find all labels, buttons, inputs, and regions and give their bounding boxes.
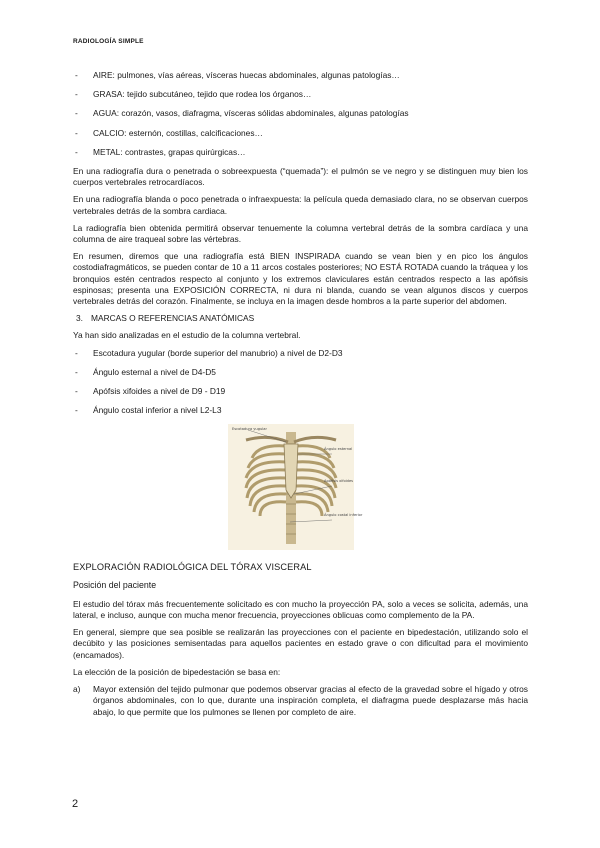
subsection-title: Posición del paciente <box>73 579 157 590</box>
figure-label: Escotadura yugular <box>232 427 267 432</box>
paragraph: La radiografía bien obtenida permitirá observar tenuemente la columna vertebral detrás de la sombra cardíaca y una columna de aire traqueal sobre las vértebras. <box>73 222 528 245</box>
paragraph: En una radiografía dura o penetrada o sobreexpuesta (“quemada”): el pulmón se ve negro y se distinguen muy bien los cuerpos vertebrales retrocardíacos. <box>73 166 528 188</box>
paragraph: La elección de la posición de bipedestación se basa en: <box>73 666 281 677</box>
list-item: - AGUA: corazón, vasos, diafragma, vísceras sólidas abdominales, algunas patologías <box>75 108 409 119</box>
thorax-illustration <box>228 424 363 550</box>
list-item: - Ángulo costal inferior a nivel L2-L3 <box>75 405 222 416</box>
paragraph: En general, siempre que sea posible se realizarán las proyecciones con el paciente en bipedestación, utilizando solo el decúbito y las posiciones semisentadas para aquellos pacientes en estado grave o con dificultad para el movimiento (encamados). <box>73 627 528 660</box>
paragraph: En una radiografía blanda o poco penetrada o infraexpuesta: la película queda demasiado clara, no se observan cuerpos vertebrales detrás de la sombra cardiaca. <box>73 194 528 216</box>
list-item: - Ángulo esternal a nivel de D4-D5 <box>75 366 216 377</box>
section-title: EXPLORACIÓN RADIOLÓGICA DEL TÓRAX VISCERAL <box>73 562 312 573</box>
figure-label: Apófisis xifoides <box>324 479 354 484</box>
page-number: 2 <box>72 798 79 810</box>
page-content <box>73 70 528 724</box>
lettered-item: a) Mayor extensión del tejido pulmonar que podemos observar gracias al efecto de la gravedad sobre el hígado y otros órganos abdominales, con lo que, durante una inspiración completa, el diafragma puede desplazarse más hacia abajo, lo que permite que los pulmones se llenen por completo de aire. <box>73 684 528 717</box>
list-item: - GRASA: tejido subcutáneo, tejido que rodea los órganos… <box>75 89 312 100</box>
list-item: - Apófsis xifoides a nivel de D9 - D19 <box>75 386 226 397</box>
list-item: - AIRE: pulmones, vías aéreas, vísceras huecas abdominales, algunas patologías… <box>75 70 400 80</box>
figure-label: Ángulo esternal <box>324 447 353 452</box>
paragraph: En resumen, diremos que una radiografía está BIEN INSPIRADA cuando se vean bien y en pico los ángulos costodiafragmáticos, se pueden contar de 10 a 11 arcos costales posteriores; NO ESTÁ ROTADA cuando la tráquea y los bronquios estén centrados respecto al conjunto y los extremos claviculares están centrados respecto a las apófisis espinosas; presenta una EXPOSICIÓN CORRECTA, ni dura ni blanda, cuando se vean algunos discos y cuerpos vertebrales detrás del corazón. Finalmente, se incluya en la imagen desde hombros a la parte superior del abdomen. <box>73 251 528 307</box>
list-item: - CALCIO: esternón, costillas, calcificaciones… <box>75 127 263 138</box>
paragraph: El estudio del tórax más frecuentemente solicitado es con mucho la proyección PA, solo a veces se solicita, además, una lateral, e incluso, aunque con mucha menor frecuencia, proyecciones oblicuas como complemento de la PA. <box>73 598 528 621</box>
rib-cage-drawing <box>228 424 363 550</box>
figure-label: Ángulo costal inferior <box>324 513 363 518</box>
list-item: - METAL: contrastes, grapas quirúrgicas… <box>75 146 246 157</box>
running-header: RADIOLOGÍA SIMPLE <box>73 38 144 45</box>
list-item: - Escotadura yugular (borde superior del manubrio) a nivel de D2-D3 <box>75 347 343 358</box>
paragraph: Ya han sido analizadas en el estudio de la columna vertebral. <box>73 330 301 341</box>
section-heading: 3. MARCAS O REFERENCIAS ANATÓMICAS <box>76 313 255 324</box>
